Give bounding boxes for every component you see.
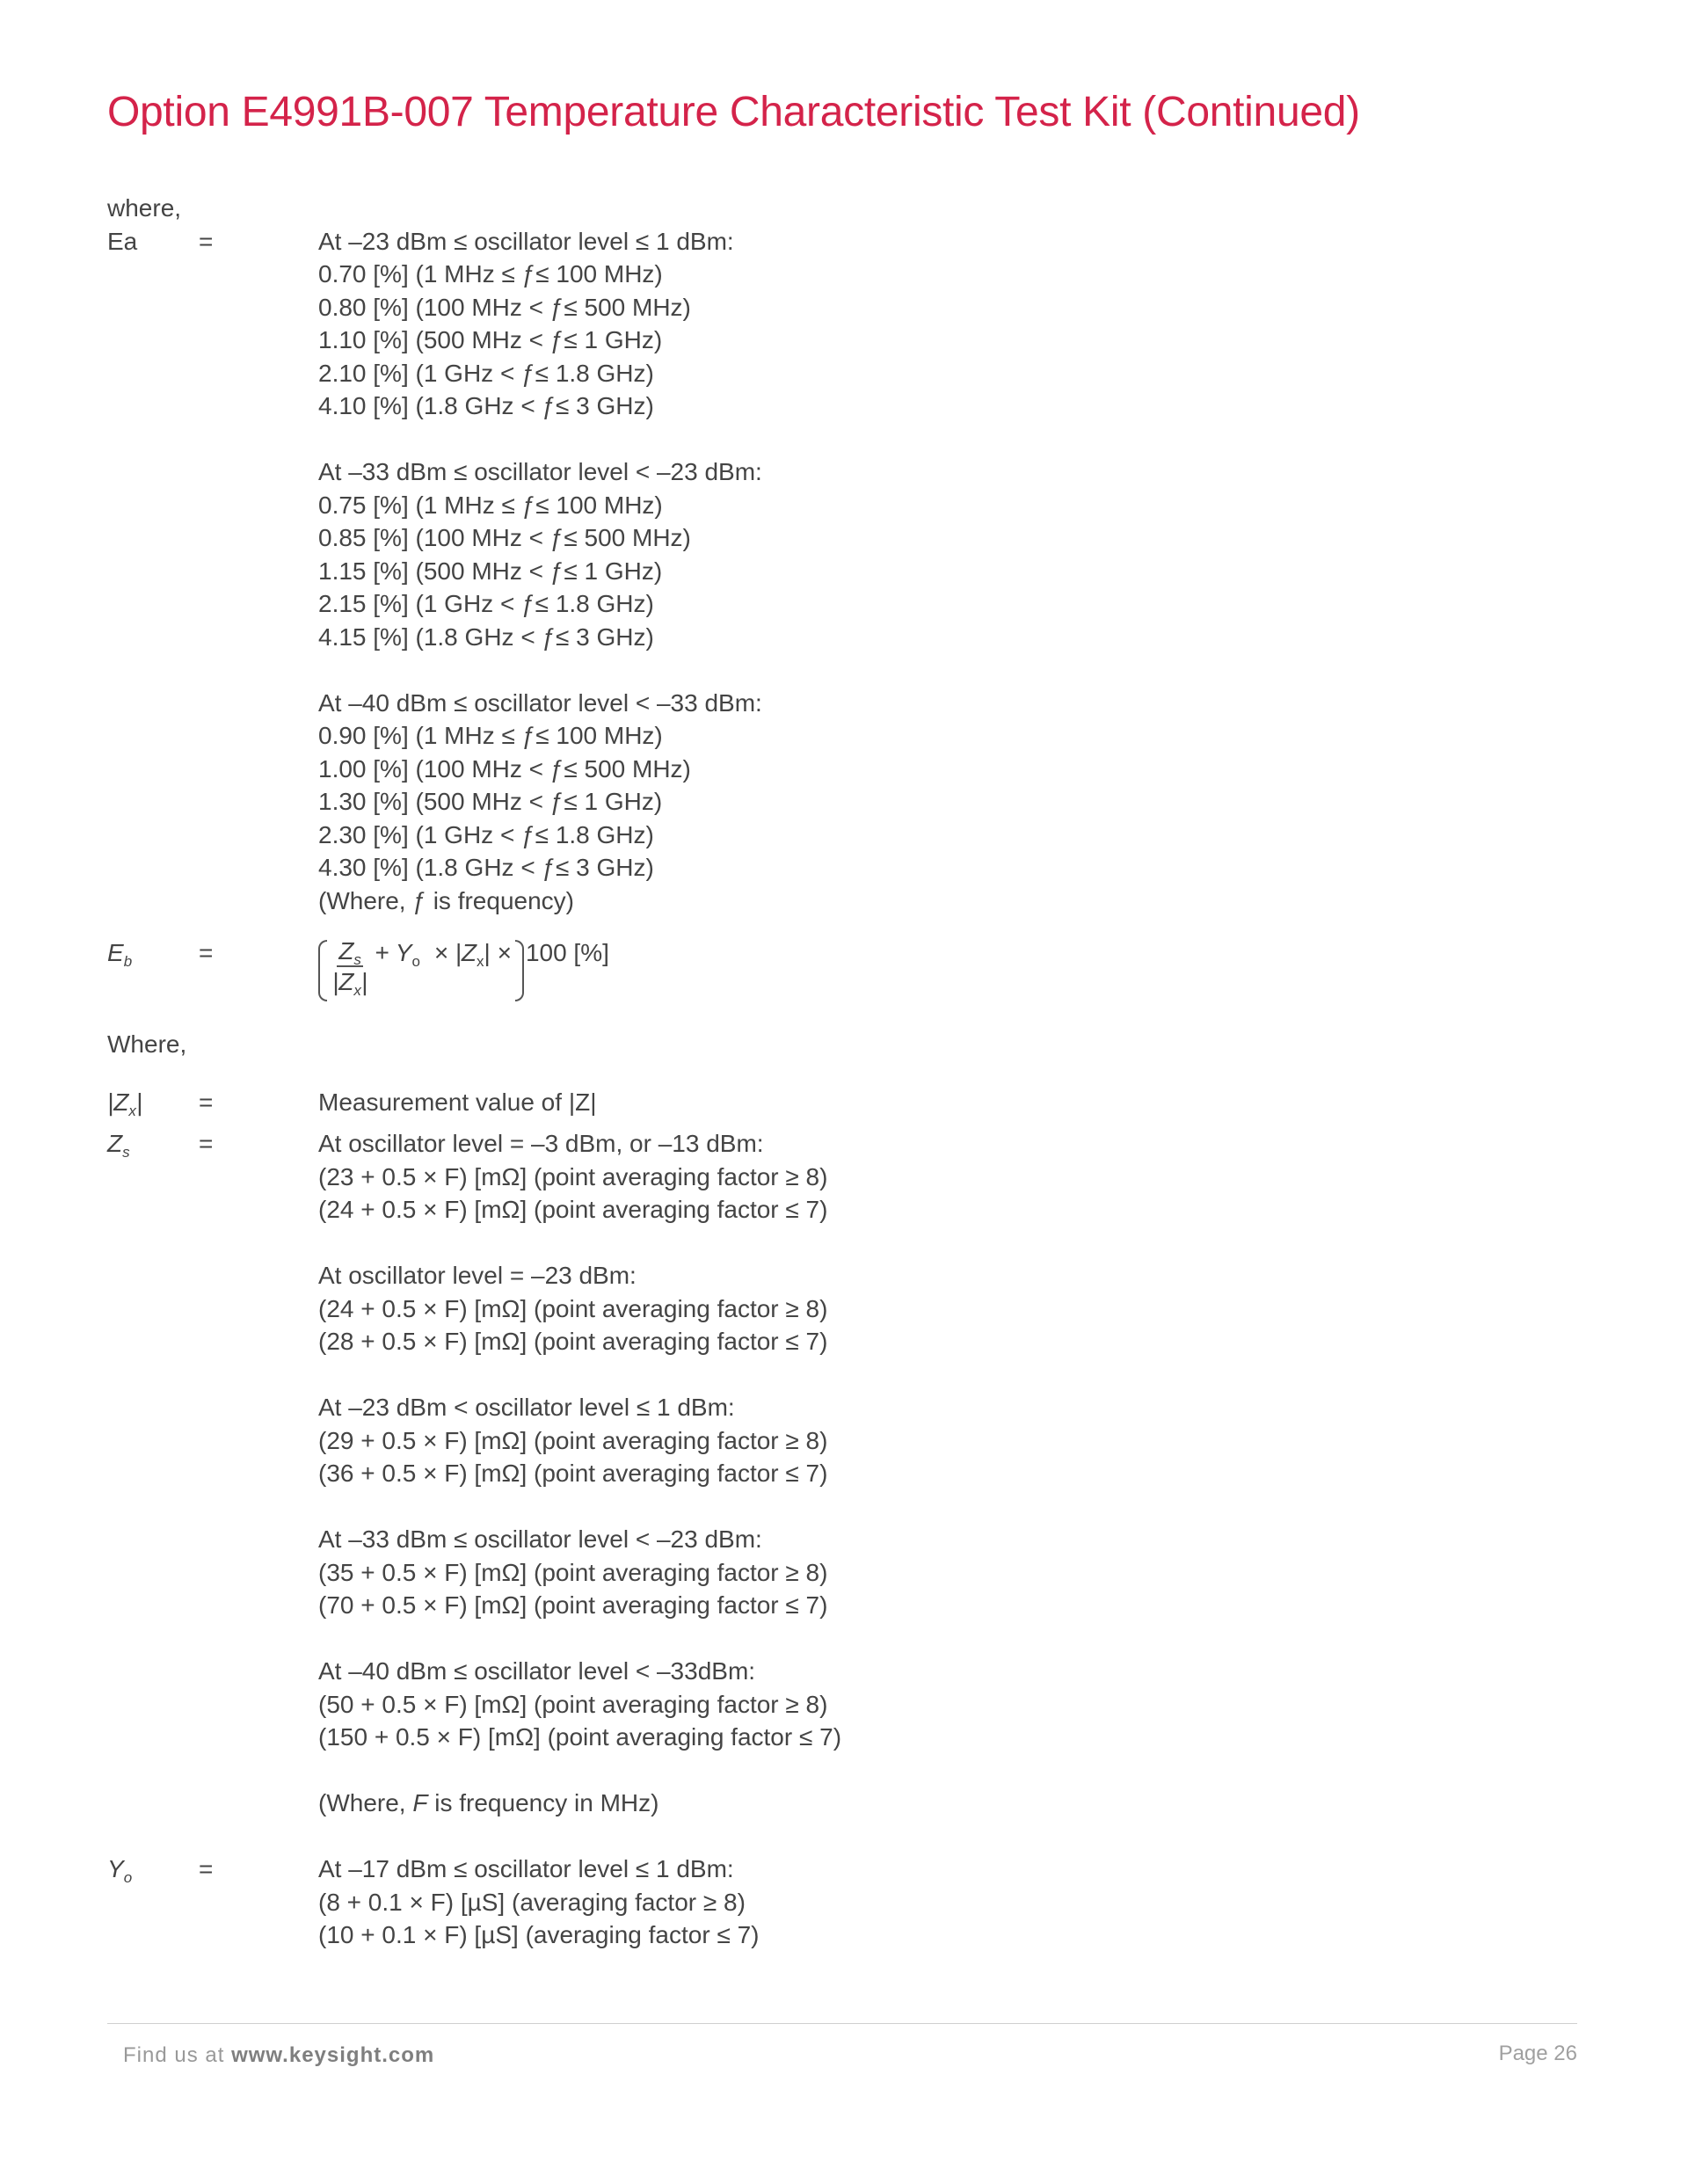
formula-tail: 100 [%] (525, 939, 609, 966)
equals-sign: = (199, 1088, 214, 1116)
formula-term: + $Y_o \times |Z_x|$ × (375, 939, 512, 970)
zs-value-line: (150 + 0.5 × F) [mΩ] (point averaging factor ≤ 7) (318, 1723, 842, 1751)
left-bracket (318, 940, 327, 1001)
ea-value-line: 0.80 [%] (100 MHz < ƒ≤ 500 MHz) (318, 293, 691, 321)
zx-definition (107, 1086, 1575, 1119)
ea-value-line: 1.15 [%] (500 MHz < ƒ≤ 1 GHz) (318, 557, 663, 585)
zs-value-line: (50 + 0.5 × F) [mΩ] (point averaging factor ≥ 8) (318, 1690, 828, 1718)
where-intro-2: Where, (107, 1030, 187, 1058)
zs-value-line: (36 + 0.5 × F) [mΩ] (point averaging factor ≤ 7) (318, 1460, 828, 1487)
ea-value-line: 2.10 [%] (1 GHz < ƒ≤ 1.8 GHz) (318, 359, 654, 387)
ea-condition: At –33 dBm ≤ oscillator level < –23 dBm: (318, 458, 762, 485)
definitions-body (107, 192, 1575, 1952)
ea-values (318, 225, 1575, 918)
ea-value-line: 0.85 [%] (100 MHz < ƒ≤ 500 MHz) (318, 524, 691, 551)
footer-find-us: Find us at www.keysight.com (123, 2043, 435, 2067)
equals-sign: = (199, 1855, 214, 1882)
zs-condition: At –23 dBm < oscillator level ≤ 1 dBm: (318, 1394, 735, 1421)
zs-value-line: (35 + 0.5 × F) [mΩ] (point averaging factor ≥ 8) (318, 1558, 828, 1586)
zs-condition: At –33 dBm ≤ oscillator level < –23 dBm: (318, 1525, 762, 1553)
zx-value: Measurement value of |Z| (318, 1088, 597, 1116)
zs-value-line: (29 + 0.5 × F) [mΩ] (point averaging factor ≥ 8) (318, 1426, 828, 1454)
zs-value-line: (24 + 0.5 × F) [mΩ] (point averaging factor ≥ 8) (318, 1294, 828, 1322)
zs-values (318, 1127, 1575, 1820)
website-link[interactable]: www.keysight.com (231, 2043, 435, 2067)
zs-condition: At –40 dBm ≤ oscillator level < –33dBm: (318, 1657, 756, 1685)
eb-definition (107, 936, 1575, 1001)
page-number: Page 26 (1498, 2042, 1577, 2065)
equals-sign: = (199, 1130, 214, 1157)
ea-symbol: Ea (107, 227, 138, 255)
yo-definition (107, 1853, 1575, 1952)
yo-condition: At –17 dBm ≤ oscillator level ≤ 1 dBm: (318, 1855, 734, 1882)
zs-condition: At oscillator level = –23 dBm: (318, 1262, 637, 1289)
ea-value-line: 1.00 [%] (100 MHz < ƒ≤ 500 MHz) (318, 754, 691, 783)
where-intro: where, (107, 194, 182, 222)
zs-note: (Where, F is frequency in MHz) (318, 1789, 659, 1816)
yo-value-line: (10 + 0.1 × F) [µS] (averaging factor ≤ 7) (318, 1921, 760, 1948)
ea-condition: At –23 dBm ≤ oscillator level ≤ 1 dBm: (318, 227, 734, 255)
yo-values (318, 1853, 1575, 1952)
zs-value-line: (23 + 0.5 × F) [mΩ] (point averaging factor ≥ 8) (318, 1162, 828, 1190)
right-bracket (515, 940, 524, 1001)
zs-value-line: (24 + 0.5 × F) [mΩ] (point averaging factor ≤ 7) (318, 1196, 828, 1223)
eb-symbol: $E_b$ (107, 939, 133, 970)
equals-sign: = (199, 939, 214, 966)
ea-note: (Where, ƒ is frequency) (318, 886, 574, 914)
ea-value-line: 0.90 [%] (1 MHz ≤ ƒ≤ 100 MHz) (318, 722, 663, 749)
zs-condition: At oscillator level = –3 dBm, or –13 dBm: (318, 1130, 764, 1157)
ea-value-line: 0.75 [%] (1 MHz ≤ ƒ≤ 100 MHz) (318, 491, 663, 519)
footer-divider (107, 2023, 1577, 2024)
yo-value-line: (8 + 0.1 × F) [µS] (averaging factor ≥ 8) (318, 1888, 746, 1916)
ea-value-line: 1.30 [%] (500 MHz < ƒ≤ 1 GHz) (318, 788, 663, 815)
zs-over-zx-fraction: $\frac{Z_s}{|Z_x|}$ (332, 937, 368, 999)
ea-condition: At –40 dBm ≤ oscillator level < –33 dBm: (318, 688, 762, 717)
ea-value-line: 0.70 [%] (1 MHz ≤ ƒ≤ 100 MHz) (318, 260, 663, 288)
zs-definition (107, 1127, 1575, 1820)
ea-value-line: 1.10 [%] (500 MHz < ƒ≤ 1 GHz) (318, 326, 663, 353)
page-title: Option E4991B-007 Temperature Characteristic Test Kit (Continued) (107, 89, 1360, 135)
ea-definition (107, 225, 1575, 918)
eb-formula (318, 936, 1575, 1001)
ea-value-line: 4.30 [%] (1.8 GHz < ƒ≤ 3 GHz) (318, 854, 654, 881)
zx-symbol: $|Z_x|$ (107, 1088, 143, 1119)
zs-value-line: (28 + 0.5 × F) [mΩ] (point averaging factor ≤ 7) (318, 1328, 828, 1355)
ea-value-line: 2.15 [%] (1 GHz < ƒ≤ 1.8 GHz) (318, 590, 654, 617)
yo-symbol: $Y_o$ (107, 1855, 133, 1886)
ea-value-line: 4.15 [%] (1.8 GHz < ƒ≤ 3 GHz) (318, 622, 654, 651)
zs-value-line: (70 + 0.5 × F) [mΩ] (point averaging factor ≤ 7) (318, 1591, 828, 1619)
ea-value-line: 2.30 [%] (1 GHz < ƒ≤ 1.8 GHz) (318, 820, 654, 848)
ea-value-line: 4.10 [%] (1.8 GHz < ƒ≤ 3 GHz) (318, 392, 654, 419)
equals-sign: = (199, 227, 214, 255)
zs-symbol: $Z_s$ (107, 1130, 130, 1161)
